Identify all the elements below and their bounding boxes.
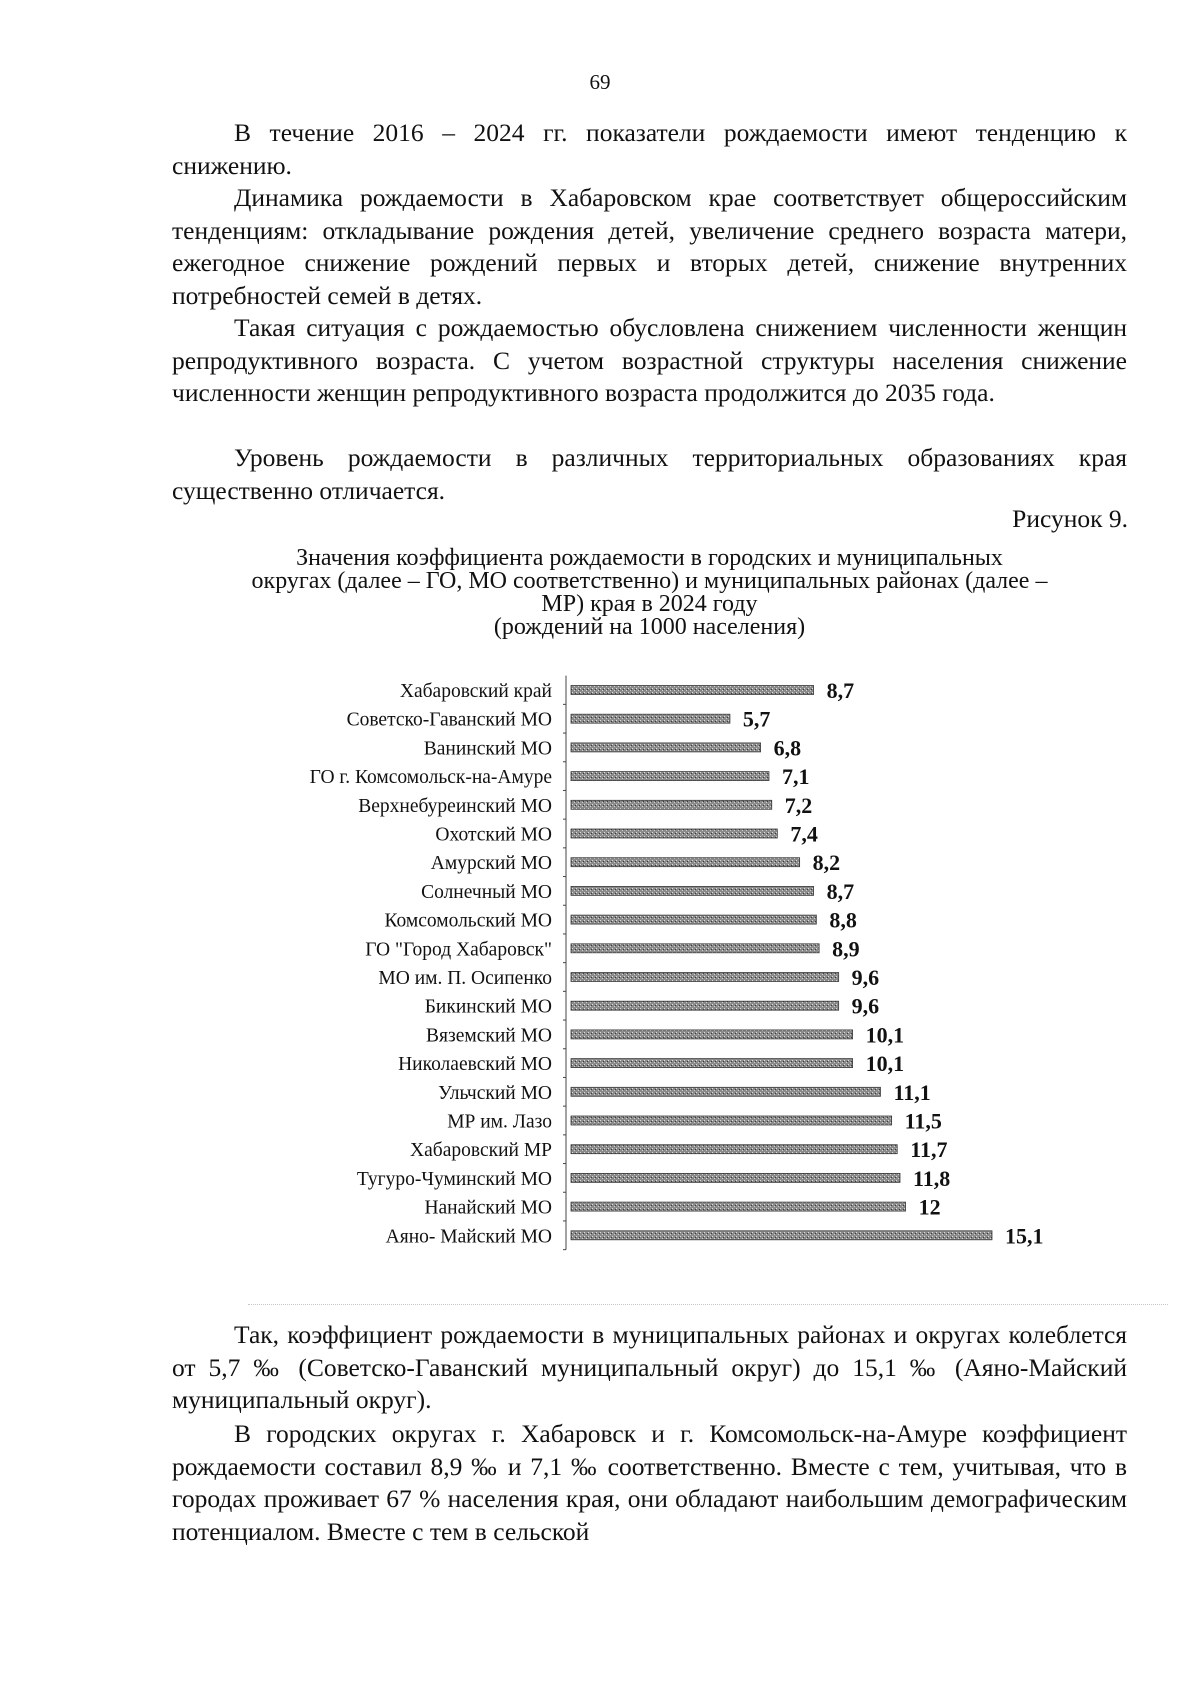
bar (571, 858, 800, 867)
figure-label: Рисунок 9. (1012, 504, 1128, 533)
category-label: Советско-Гаванский МО (346, 709, 552, 731)
data-label: 5,7 (742, 706, 771, 732)
paragraph-4: Уровень рождаемости в различных территориальных образованиях края существенно отличается. (172, 443, 1127, 505)
bar (571, 915, 816, 924)
data-label: 6,8 (773, 735, 802, 761)
category-label: Вяземский МО (426, 1025, 552, 1047)
data-label: 11,7 (910, 1137, 948, 1163)
bar (571, 1116, 892, 1125)
bar (571, 1202, 906, 1211)
data-label: 7,2 (784, 792, 813, 818)
category-label: Николаевский МО (398, 1054, 552, 1076)
bar (571, 973, 839, 982)
bar (571, 1231, 992, 1240)
bar (571, 686, 814, 695)
bar (571, 772, 769, 781)
data-label: 8,7 (826, 678, 855, 703)
bar (571, 1001, 839, 1010)
chart-title-line-2: округах (далее – ГО, МО соответственно) и муниципальных районах (далее – (251, 568, 1048, 594)
bar (571, 1059, 853, 1068)
category-label: ГО "Город Хабаровск" (365, 939, 552, 961)
bar (571, 743, 761, 752)
data-label: 15,1 (1005, 1223, 1044, 1249)
category-label: Ульчский МО (438, 1082, 552, 1104)
data-label: 9,6 (851, 965, 880, 990)
category-label: Нанайский МО (424, 1197, 552, 1219)
category-label: МР им. Лазо (447, 1111, 552, 1133)
category-label: ГО г. Комсомольск-на-Амуре (309, 767, 552, 789)
category-label: Аяно- Майский МО (385, 1226, 552, 1248)
bar (571, 800, 772, 809)
category-label: МО им. П. Осипенко (378, 968, 552, 989)
data-label: 10,1 (865, 1022, 905, 1048)
data-label: 8,8 (829, 907, 857, 933)
paragraph-3: Такая ситуация с рождаемостью обусловлена снижением численности женщин репродуктивного возраста. С учетом возрастной структуры населения снижение численности женщин репродуктивного возраста продолжится до 2035 года. (172, 313, 1127, 407)
data-label: 10,1 (865, 1051, 905, 1077)
chart-title-line-3: МР) края в 2024 году (541, 591, 758, 617)
data-label: 7,4 (790, 821, 818, 847)
category-label: Охотский МО (435, 824, 552, 846)
category-label: Ванинский МО (423, 738, 552, 760)
data-label: 12 (918, 1194, 941, 1220)
category-label: Солнечный МО (421, 881, 552, 903)
data-label: 7,1 (781, 764, 810, 790)
bar (571, 1087, 880, 1096)
category-label: Хабаровский край (399, 681, 552, 702)
data-label: 9,6 (851, 993, 880, 1019)
bar (571, 944, 819, 953)
data-label: 11,5 (904, 1108, 942, 1134)
data-label: 11,8 (912, 1165, 951, 1191)
paragraph-2: Динамика рождаемости в Хабаровском крае соответствует общероссийским тенденциям: откладывание рождения детей, увеличение среднего возраста матери, ежегодное снижение рождений первых и вторых детей, снижение внутренних потребностей семей в детях. (172, 183, 1127, 310)
bar (571, 1030, 853, 1039)
paragraph-6: В городских округах г. Хабаровск и г. Комсомольск-на-Амуре коэффициент рождаемости составил 8,9 ‰ и 7,1 ‰ соответственно. Вместе с тем, учитывая, что в городах проживает 67 % населения края, они обладают наибольшим демографическим потенциалом. Вместе с тем в сельской (172, 1419, 1127, 1546)
category-label: Бикинский МО (424, 996, 552, 1018)
bar (571, 714, 730, 723)
data-label: 11,1 (893, 1079, 931, 1105)
bar (571, 829, 777, 838)
data-label: 8,2 (812, 850, 841, 876)
chart-title-line-1: Значения коэффициента рождаемости в городских и муниципальных (296, 545, 1003, 571)
bar (571, 1173, 900, 1182)
page-number: 69 (589, 70, 611, 94)
data-label: 8,9 (832, 936, 860, 962)
category-label: Хабаровский МР (410, 1140, 552, 1162)
bar (571, 1145, 897, 1154)
category-label: Комсомольский МО (384, 910, 552, 932)
paragraph-1: В течение 2016 – 2024 гг. показатели рождаемости имеют тенденцию к снижению. (172, 118, 1127, 180)
dotted-divider (248, 1304, 1168, 1305)
data-label: 8,7 (826, 878, 855, 904)
chart-title-line-4: (рождений на 1000 населения) (493, 614, 806, 640)
paragraph-5: Так, коэффициент рождаемости в муниципальных районах и округах колеблется от 5,7 ‰ (Советско-Гаванский муниципальный округ) до 15,1 ‰ (Аяно-Майский муниципальный округ). (172, 1320, 1127, 1414)
category-label: Верхнебуреинский МО (358, 795, 552, 817)
category-label: Амурский МО (430, 853, 552, 875)
bar (571, 886, 814, 895)
category-label: Тугуро-Чуминский МО (356, 1168, 552, 1190)
